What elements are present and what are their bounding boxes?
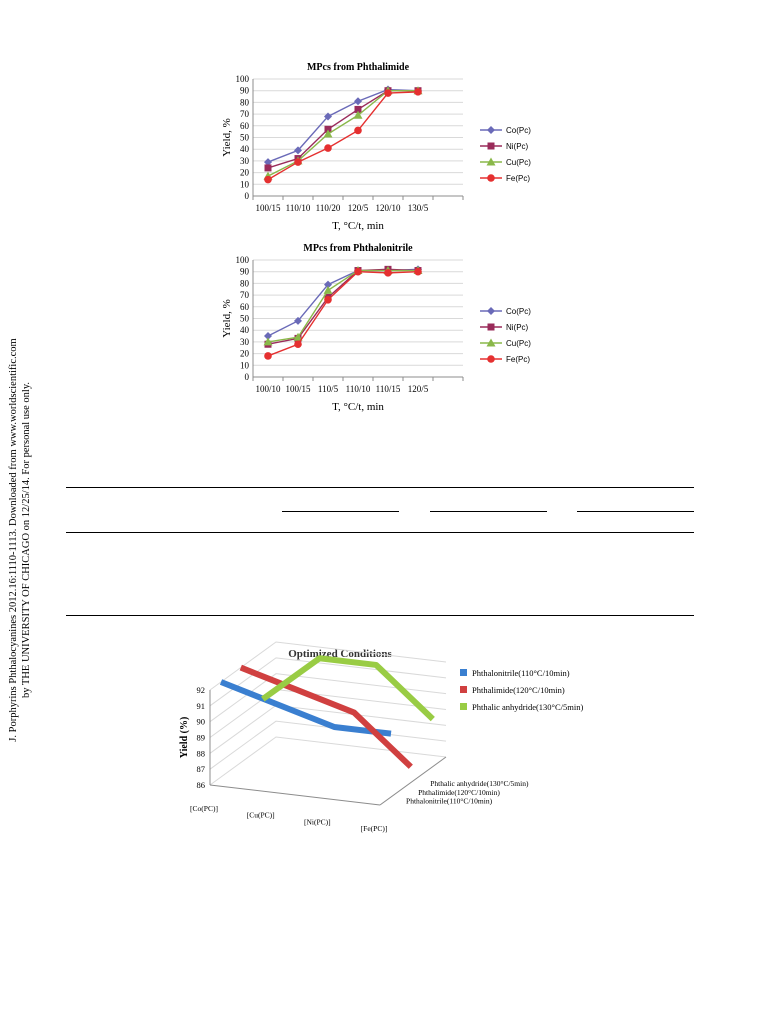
optimized-y-tick-label: 89: [196, 732, 205, 743]
optimized-depth-label: Phthalic anhydride(130°C/5min): [430, 779, 529, 788]
phthalimide-chart-svg: [220, 55, 550, 235]
optimized-title: Optimized Conditions: [288, 648, 392, 660]
phthalonitrile-y-tick-label: 90: [240, 266, 249, 277]
phthalonitrile-point-fe-pc: [414, 268, 422, 276]
download-notice: [0, 0, 40, 1027]
phthalimide-y-tick-label: 80: [240, 97, 249, 108]
phthalonitrile-legend-marker-ni-pc: [488, 324, 495, 331]
phthalonitrile-legend-label-cu-pc: Cu(Pc): [506, 339, 531, 348]
phthalimide-legend-marker-fe-pc: [487, 174, 495, 182]
phthalimide-y-tick-label: 100: [235, 74, 249, 84]
phthalimide-series-line-cu-pc: [268, 91, 418, 176]
optimized-depth-label: Phthalonitrile(110°C/10min): [406, 796, 493, 806]
phthalimide-legend-label-fe-pc: Fe(Pc): [506, 174, 530, 183]
optimized-y-tick-label: 87: [196, 764, 205, 775]
optimized-series-band-1: [241, 668, 411, 767]
phthalonitrile-y-tick-label: 100: [235, 255, 249, 265]
optimized-gridline: [210, 721, 446, 769]
phthalimide-legend-marker-ni-pc: [488, 143, 495, 150]
table-group-rule-1: [282, 511, 399, 512]
optimized-x-tick-label: [Ni(PC)]: [303, 817, 331, 827]
phthalimide-y-tick-label: 0: [244, 191, 249, 201]
table-group-rule-3: [577, 511, 694, 512]
phthalimide-y-tick-label: 70: [240, 109, 249, 120]
phthalimide-legend-label-ni-pc: Ni(Pc): [506, 142, 529, 151]
phthalimide-series-line-fe-pc: [268, 92, 418, 180]
optimized-y-tick-label: 90: [196, 716, 205, 727]
phthalonitrile-legend-label-ni-pc: Ni(Pc): [506, 323, 529, 332]
optimized-legend-swatch: [460, 669, 467, 676]
optimized-gridline: [210, 737, 446, 785]
phthalonitrile-x-tick-label: 110/10: [345, 384, 371, 394]
phthalimide-point-fe-pc: [384, 89, 392, 97]
table-bottom-rule: [66, 615, 694, 616]
optimized-y-axis-label: Yield (%): [179, 716, 190, 759]
optimized-legend-swatch: [460, 686, 467, 693]
phthalonitrile-series-line-co-pc: [268, 269, 418, 336]
phthalonitrile-y-tick-label: 40: [240, 325, 249, 336]
optimized-legend-swatch: [460, 703, 467, 710]
phthalonitrile-legend-marker-co-pc: [487, 307, 495, 315]
phthalimide-y-tick-label: 90: [240, 85, 249, 96]
optimized-legend-label: Phthalimide(120°C/10min): [472, 685, 565, 695]
phthalonitrile-point-fe-pc: [324, 296, 332, 304]
phthalonitrile-chart-svg: [220, 236, 550, 416]
phthalimide-title: MPcs from Phthalimide: [306, 62, 410, 73]
phthalonitrile-y-tick-label: 30: [240, 336, 249, 347]
phthalonitrile-legend-label-fe-pc: Fe(Pc): [506, 355, 530, 364]
phthalimide-point-fe-pc: [354, 127, 362, 135]
phthalimide-x-tick-label: 110/20: [315, 203, 341, 213]
phthalonitrile-x-tick-label: 120/5: [407, 384, 429, 394]
phthalonitrile-y-tick-label: 10: [240, 360, 249, 371]
phthalimide-x-tick-label: 120/5: [347, 203, 369, 213]
phthalonitrile-x-tick-label: 110/5: [317, 384, 339, 394]
phthalonitrile-point-fe-pc: [384, 269, 392, 277]
phthalimide-y-tick-label: 40: [240, 144, 249, 155]
phthalonitrile-title: MPcs from Phthalonitrile: [303, 243, 413, 254]
phthalonitrile-point-cu-pc: [324, 286, 333, 294]
phthalimide-y-tick-label: 20: [240, 167, 249, 178]
phthalonitrile-y-tick-label: 80: [240, 278, 249, 289]
phthalimide-y-tick-label: 50: [240, 132, 249, 143]
optimized-legend-label: Phthalic anhydride(130°C/5min): [472, 702, 584, 712]
optimized-conditions-chart: [175, 640, 735, 840]
optimized-x-tick-label: [Co(PC)]: [190, 804, 218, 813]
phthalonitrile-y-tick-label: 20: [240, 348, 249, 359]
phthalimide-point-fe-pc: [414, 88, 422, 96]
optimized-x-axis: [210, 785, 380, 805]
phthalonitrile-y-tick-label: 70: [240, 290, 249, 301]
optimized-x-tick-label: [Fe(PC)]: [360, 824, 388, 833]
phthalimide-point-fe-pc: [294, 158, 302, 166]
phthalimide-x-tick-label: 100/15: [255, 203, 281, 213]
optimized-y-tick-label: 92: [196, 685, 205, 695]
phthalimide-point-fe-pc: [264, 176, 272, 184]
optimized-legend-label: Phthalonitrile(110°C/10min): [472, 668, 570, 678]
phthalonitrile-y-tick-label: 0: [244, 372, 249, 382]
phthalonitrile-x-tick-label: 110/15: [375, 384, 401, 394]
phthalimide-x-tick-label: 110/10: [285, 203, 311, 213]
phthalonitrile-y-tick-label: 50: [240, 313, 249, 324]
phthalimide-legend-label-cu-pc: Cu(Pc): [506, 158, 531, 167]
phthalonitrile-x-tick-label: 100/15: [285, 384, 311, 394]
phthalimide-x-tick-label: 120/10: [375, 203, 401, 213]
optimized-y-tick-label: 91: [196, 700, 205, 711]
phthalimide-y-tick-label: 30: [240, 155, 249, 166]
table-top-rule: [66, 487, 694, 488]
optimized-x-tick-label: [Cu(PC)]: [246, 810, 275, 820]
table-group-rule-2: [430, 511, 547, 512]
table-header-rule: [66, 532, 694, 533]
phthalimide-chart: [220, 55, 550, 235]
optimized-gridline: [210, 705, 446, 753]
optimized-y-tick-label: 86: [196, 780, 205, 790]
phthalonitrile-series-line-cu-pc: [268, 271, 418, 342]
phthalonitrile-point-fe-pc: [264, 352, 272, 360]
phthalimide-legend-marker-co-pc: [487, 126, 495, 134]
phthalonitrile-y-tick-label: 60: [240, 301, 249, 312]
phthalonitrile-chart: [220, 236, 550, 416]
phthalonitrile-point-fe-pc: [354, 268, 362, 276]
phthalimide-y-tick-label: 60: [240, 120, 249, 131]
phthalimide-y-axis-label: Yield, %: [221, 118, 233, 157]
phthalimide-point-co-pc: [354, 97, 362, 105]
download-notice-line1: J. Porphyrins Phthalocyanines 2012.16:1110-1113. Downloaded from www.worldscientific.com: [8, 338, 19, 742]
optimized-conditions-chart-svg: [175, 640, 735, 840]
phthalonitrile-point-fe-pc: [294, 340, 302, 348]
phthalonitrile-x-axis-label: T, °C/t, min: [332, 401, 384, 413]
phthalimide-x-tick-label: 130/5: [407, 203, 429, 213]
phthalimide-point-fe-pc: [324, 144, 332, 152]
phthalonitrile-x-tick-label: 100/10: [255, 384, 281, 394]
phthalonitrile-y-axis-label: Yield, %: [221, 299, 233, 338]
download-notice-line2: by THE UNIVERSITY OF CHICAGO on 12/25/14. For personal use only.: [21, 381, 32, 699]
phthalonitrile-legend-marker-fe-pc: [487, 355, 495, 363]
optimized-y-tick-label: 88: [196, 748, 205, 759]
phthalonitrile-legend-label-co-pc: Co(Pc): [506, 307, 531, 316]
phthalimide-x-axis-label: T, °C/t, min: [332, 220, 384, 232]
phthalimide-point-ni-pc: [265, 164, 272, 171]
phthalimide-legend-label-co-pc: Co(Pc): [506, 126, 531, 135]
optimized-depth-label: Phthalimide(120°C/10min): [418, 787, 500, 797]
phthalimide-y-tick-label: 10: [240, 179, 249, 190]
